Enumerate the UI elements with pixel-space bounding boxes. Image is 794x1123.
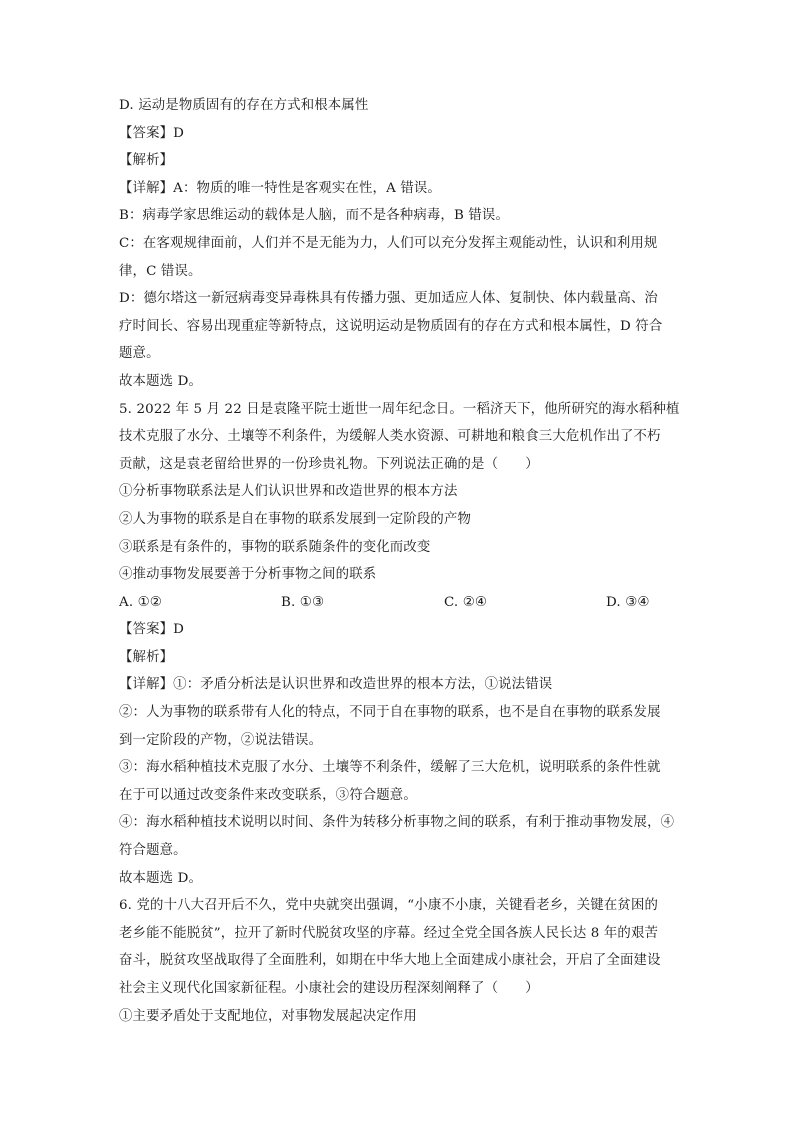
- conclusion: 故本题选 D。: [119, 373, 202, 389]
- statement-4: ④推动事物发展要善于分析事物之间的联系: [119, 567, 377, 583]
- statement-3: ③联系是有条件的，事物的联系随条件的变化而改变: [119, 539, 431, 555]
- option-d: D. ③④: [606, 594, 650, 610]
- detail-a: 【详解】A：物质的唯一特性是客观实在性，A 错误。: [119, 180, 441, 196]
- analysis-label: 【解析】: [119, 153, 174, 169]
- analysis-label-2: 【解析】: [119, 649, 174, 665]
- statement-1: ①分析事物联系法是人们认识世界和改造世界的根本方法: [119, 484, 458, 500]
- answer-options: [119, 589, 679, 617]
- question-6-stem-3: 奋斗，脱贫攻坚战取得了全面胜利，如期在中华大地上全面建成小康社会，开启了全面建设: [119, 953, 661, 969]
- question-6-stem-4: 社会主义现代化国家新征程。小康社会的建设历程深刻阐释了（ ）: [119, 981, 539, 996]
- detail-d-1: D：德尔塔这一新冠病毒变异毒株具有传播力强、更加适应人体、复制快、体内载量高、治: [119, 291, 658, 307]
- question-6-stem-1: 6. 党的十八大召开后不久，党中央就突出强调，“小康不小康，关键看老乡，关键在贫困的: [119, 898, 659, 914]
- detail-3-1: ③：海水稻种植技术克服了水分、土壤等不利条件，缓解了三大危机，说明联系的条件性就: [119, 760, 661, 776]
- detail-b: B：病毒学家思维运动的载体是人脑，而不是各种病毒，B 错误。: [119, 208, 509, 224]
- question-5-stem-2: 技术克服了水分、土壤等不利条件，为缓解人类水资源、可耕地和粮食三大危机作出了不朽: [119, 429, 661, 445]
- detail-4-2: 符合题意。: [119, 843, 187, 859]
- option-d-prev: D. 运动是物质固有的存在方式和根本属性: [119, 98, 369, 113]
- detail-d-2: 疗时间长、容易出现重症等新特点，这说明运动是物质固有的存在方式和根本属性，D 符合: [119, 318, 663, 334]
- detail-1: 【详解】①：矛盾分析法是认识世界和改造世界的根本方法，①说法错误: [119, 677, 553, 693]
- detail-d-3: 题意。: [119, 346, 160, 362]
- question-5-stem-3: 贡献，这是袁老留给世界的一份珍贵礼物。下列说法正确的是（ ）: [119, 456, 539, 472]
- option-a: A. ①②: [119, 594, 162, 610]
- option-c: C. ②④: [444, 594, 488, 610]
- detail-2-1: ②：人为事物的联系带有人化的特点，不同于自在事物的联系，也不是自在事物的联系发展: [119, 705, 661, 721]
- detail-2-2: 到一定阶段的产物，②说法错误。: [119, 732, 323, 748]
- conclusion-2: 故本题选 D。: [119, 870, 202, 886]
- answer-label-2: 【答案】D: [119, 622, 185, 638]
- detail-c-2: 律，C 错误。: [119, 263, 202, 279]
- document-page: [119, 92, 679, 1030]
- question-6-statement-1: ①主要矛盾处于支配地位，对事物发展起决定作用: [119, 1008, 417, 1024]
- question-5-stem-1: 5. 2022 年 5 月 22 日是袁隆平院士逝世一周年纪念日。一稻济天下，他所研究的海水稻种植: [119, 401, 680, 417]
- question-6-stem-2: 老乡能不能脱贫”，拉开了新时代脱贫攻坚的序幕。经过全党全国各族人民长达 8 年的艰苦: [119, 925, 659, 941]
- statement-2: ②人为事物的联系是自在事物的联系发展到一定阶段的产物: [119, 511, 472, 527]
- option-b: B. ①③: [281, 594, 325, 610]
- detail-c-1: C：在客观规律面前，人们并不是无能为力，人们可以充分发挥主观能动性，认识和利用规: [119, 235, 658, 251]
- answer-label: 【答案】D: [119, 125, 185, 141]
- detail-3-2: 在于可以通过改变条件来改变联系，③符合题意。: [119, 787, 417, 803]
- detail-4-1: ④：海水稻种植技术说明以时间、条件为转移分析事物之间的联系，有利于推动事物发展，④: [119, 815, 675, 831]
